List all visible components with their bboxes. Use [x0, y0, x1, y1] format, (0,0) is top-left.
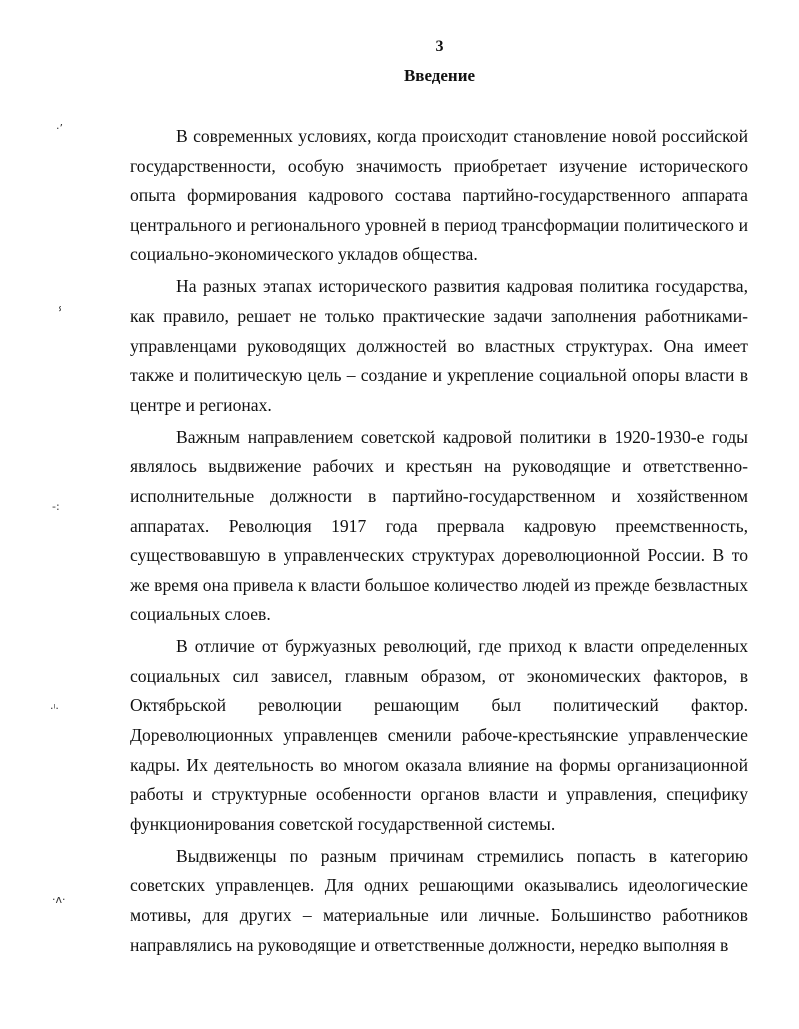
- scan-mark: ⸯ: [56, 308, 65, 324]
- paragraph: В современных условиях, когда происходит становление новой российской государственности, особую значимость приобретает изучение исторического опыта формирования кадрового состава партийно-государственного аппарата центрального и регионального уровней в период трансформации политического и социально-экономического укладов общества.: [130, 126, 748, 265]
- scan-mark: ·ʌ·: [52, 893, 66, 906]
- document-body: [130, 122, 748, 960]
- scan-mark: ·ʼ: [56, 122, 63, 135]
- paragraph: В отличие от буржуазных революций, где приход к власти определенных социальных сил зависел, главным образом, от экономических факторов, в Октябрьской революции решающим был политический фактор. Дореволюционных управленцев сменили рабоче-крестьянские управленческие кадры. Их деятельность во многом оказала влияние на формы организационной работы и структурные особенности органов власти и управления, специфику функционирования советской государственной системы.: [130, 636, 748, 834]
- page-number: 3: [435, 38, 444, 55]
- scan-mark: ·ˡ·: [50, 702, 59, 715]
- paragraph: Важным направлением советской кадровой политики в 1920-1930-е годы являлось выдвижение рабочих и крестьян на руководящие и ответственно-исполнительные должности в партийно-государственном и хозяйственном аппаратах. Революция 1917 года прервала кадровую преемственность, существовавшую в управленческих структурах дореволюционной России. В то же время она привела к власти большое количество людей из прежде безвластных социальных слоев.: [130, 426, 748, 625]
- paragraph: Выдвиженцы по разным причинам стремились попасть в категорию советских управленцев. Для одних решающими оказывались идеологические мотивы, для других – материальные или личные. Большинство работников направлялись на руководящие и ответственные должности, нередко выполняя в: [130, 845, 748, 955]
- scan-mark: -:: [52, 500, 60, 513]
- page-title: Введение: [403, 66, 476, 85]
- paragraph: На разных этапах исторического развития кадровая политика государства, как правило, решает не только практические задачи заполнения работниками-управленцами руководящих должностей во властных структурах. Она имеет также и политическую цель – создание и укрепление социальной опоры власти в центре и регионах.: [130, 276, 748, 415]
